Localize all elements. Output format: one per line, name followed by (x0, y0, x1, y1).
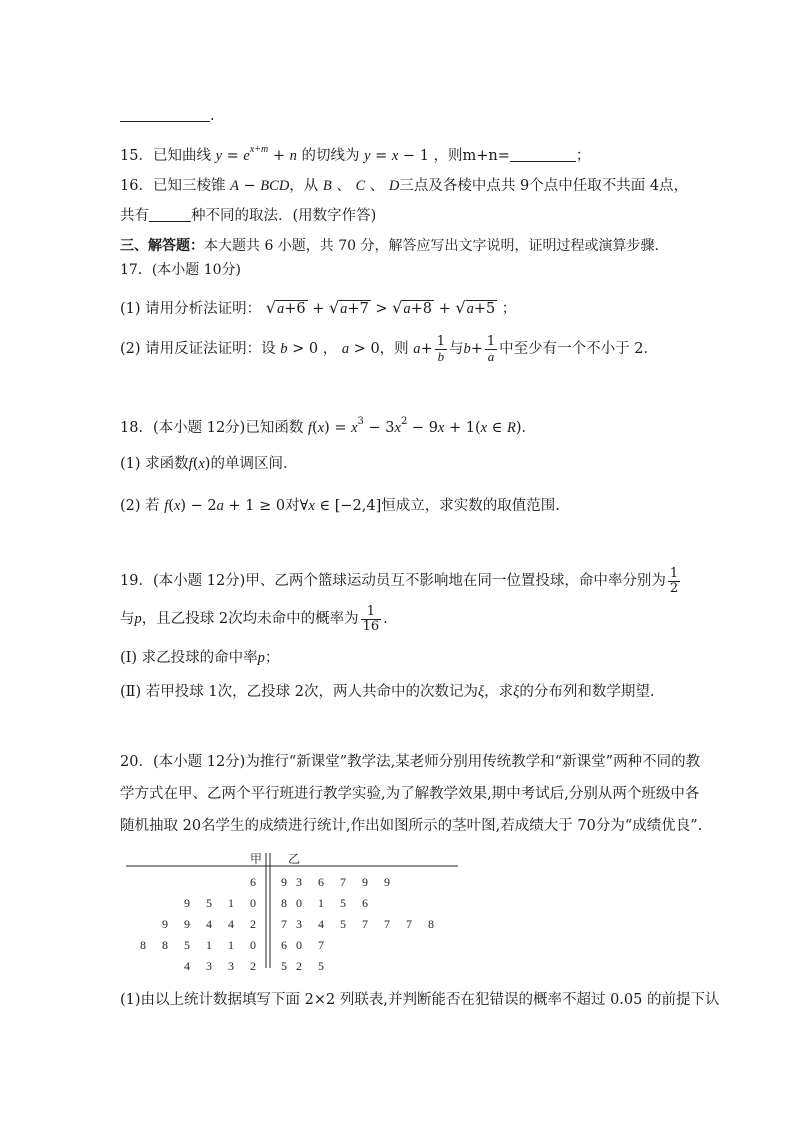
q18-part1-b: 的单调区间． (210, 456, 298, 472)
q19-part2-c: 的分布列和数学期望. (519, 684, 655, 700)
leaf-left: 6 (250, 875, 256, 889)
question-16-line2 (120, 206, 376, 226)
q19-part2-a: (Ⅱ) 若甲投球 1次，乙投球 2次，两人共命中的次数记为 (120, 684, 478, 700)
q18-head-text: 18．(本小题 12分)已知函数 (120, 420, 304, 436)
q15-text-c: ，则m+n= (433, 148, 510, 164)
leaf-right: 4 (318, 917, 324, 931)
leaf-right: 5 (340, 896, 346, 910)
leaf-left: 3 (228, 959, 234, 973)
top-answer-blank-line: . (120, 106, 215, 126)
q17-heading: 17．(本小题 10分) (120, 262, 242, 278)
question-15: 15．已知曲线 $y = e^{x+m} + n$ 的切线为 y = x − 1 ，则m+n= ； (120, 144, 591, 164)
q18-part2-c: 恒成立，求实数的取值范围. (381, 498, 560, 514)
leaf-left: 5 (184, 938, 190, 952)
stem-9: 9 (281, 875, 287, 889)
q20-part1: (1)由以上统计数据填写下面 2×2 列联表,并判断能否在犯错误的概率不超过 0.05 的前提下认 (120, 992, 720, 1008)
q19-part2-b: ，求 (484, 684, 514, 700)
leaf-left: 9 (162, 917, 168, 931)
q15-number: 15． (120, 148, 153, 164)
leaf-right: 5 (340, 917, 346, 931)
leaf-left: 4 (206, 917, 212, 931)
leaf-right: 8 (428, 917, 434, 931)
q20-line1: 20．(本小题 12分)为推行“新课堂”教学法,某老师分别用传统教学和“新课堂”两种不同的教 (120, 754, 701, 770)
leaf-right: 7 (362, 917, 368, 931)
q18-part2-b: 对 (285, 498, 300, 514)
leaf-right: 1 (318, 896, 324, 910)
stem-leaf-plot (120, 848, 480, 978)
q16-text-c: 三点及各棱中点共 (399, 178, 516, 194)
q17-part2-label: (2) 请用反证法证明：设 (120, 341, 276, 357)
leaf-left: 0 (250, 938, 256, 952)
q15-end: ； (575, 148, 591, 164)
leaf-left: 8 (140, 938, 146, 952)
leaf-left: 4 (184, 959, 190, 973)
q16-answer-blank (149, 207, 191, 222)
section-3-label: 三、解答题： (120, 238, 204, 254)
leaf-left: 1 (206, 938, 212, 952)
q20-line3: 随机抽取 20名学生的成绩进行统计,作出如图所示的茎叶图,若成绩大于 70分为“成绩优良”. (120, 818, 703, 834)
section-3-heading (120, 236, 659, 256)
q18-part1: (1) 求函数f(x)的单调区间． (120, 456, 298, 472)
section-3-text: 本大题共 6 小题，共 70 分，解答应写出文字说明，证明过程或演算步骤. (204, 238, 659, 254)
leaf-right: 7 (406, 917, 412, 931)
q16-text-a: 16．已知三棱锥 (120, 178, 226, 194)
stem-6: 6 (281, 938, 287, 952)
q19-part2: (Ⅱ) 若甲投球 1次，乙投球 2次，两人共命中的次数记为ξ，求ξ的分布列和数学期望. (120, 684, 655, 700)
q19-part1-b: ； (264, 650, 280, 666)
leaf-right: 6 (362, 896, 368, 910)
leaf-left: 2 (250, 917, 256, 931)
leaf-right: 7 (340, 875, 346, 889)
leaf-left: 2 (250, 959, 256, 973)
stem-5: 5 (281, 959, 287, 973)
q16-text-d: 9 (519, 178, 530, 194)
q17-part2-end: 中至少有一个不小于 2． (499, 341, 658, 357)
q16-text-b: ，从 (289, 178, 319, 194)
q17-part2-and: 与 (448, 341, 464, 357)
q16-line2-a: 共有 (120, 208, 149, 224)
q19-line2-b: ，且乙投球 2次均未命中的概率为 (141, 611, 359, 627)
question-16-line1: 16．已知三棱锥 A − BCD，从 B 、 C 、 D三点及各棱中点共 9个点中任取不共面 4点， (120, 178, 689, 194)
q19-line2-a: 与 (120, 611, 135, 627)
leaf-right: 5 (318, 959, 324, 973)
leaf-left: 5 (206, 896, 212, 910)
stem-leaf-head-left: 甲 (250, 852, 263, 866)
leaf-left: 4 (228, 917, 234, 931)
leaf-right: 7 (318, 938, 324, 952)
leaf-right: 2 (296, 959, 302, 973)
q19-line1-text: 19．(本小题 12分)甲、乙两个篮球运动员互不影响地在同一位置投球，命中率分别为 (120, 573, 666, 589)
q15-text-b: 的切线为 (301, 148, 360, 164)
q16-text-e: 个点中任取不共面 (529, 178, 646, 194)
q20-line2: 学方式在甲、乙两个平行班进行教学实验,为了解教学效果,期中考试后,分别从两个班级中各 (120, 786, 700, 802)
q19-line2: 与p，且乙投球 2次均未命中的概率为 $\frac{1}{16}$ . (120, 603, 388, 634)
leaf-right: 9 (362, 875, 368, 889)
q18-part1-a: (1) 求函数 (120, 456, 189, 472)
leaf-right: 0 (296, 896, 302, 910)
stem-leaf-head-right: 乙 (288, 852, 301, 866)
q16-text-f: 4 (649, 178, 660, 194)
stem-7: 7 (281, 917, 287, 931)
leaf-right: 3 (296, 917, 302, 931)
leaf-right: 3 (296, 875, 302, 889)
q19-part1: (Ⅰ) 求乙投球的命中率p； (120, 650, 280, 666)
leaf-right: 6 (318, 875, 324, 889)
leaf-left: 3 (206, 959, 212, 973)
leaf-left: 9 (184, 917, 190, 931)
leaf-left: 0 (250, 896, 256, 910)
leaf-right: 0 (296, 938, 302, 952)
leaf-left: 9 (184, 896, 190, 910)
leaf-left: 8 (162, 938, 168, 952)
q17-part1: (1) 请用分析法证明： √a+6 + √a+7 > √a+8 + √a+5 ； (120, 298, 517, 317)
q18-heading: 18．(本小题 12分)已知函数 $f(x) = x^3 - 3x^2 - 9x + 1(x$ ∈ R)． (120, 416, 537, 436)
leaf-left: 1 (228, 896, 234, 910)
q18-part2-a: (2) 若 (120, 498, 160, 514)
q19-part1-a: (Ⅰ) 求乙投球的命中率 (120, 650, 258, 666)
leaf-right: 7 (384, 917, 390, 931)
q17-part2-mid: ，则 (379, 341, 409, 357)
q18-part2: (2) 若 f(x) − 2a + 1 ≥ 0对∀x ∈ [−2,4]恒成立，求实数的取值范围. (120, 498, 560, 514)
stem-8: 8 (281, 896, 287, 910)
q17-part1-label: (1) 请用分析法证明： (120, 301, 262, 317)
q16-text-g: 点， (659, 178, 689, 194)
q19-line1: 19．(本小题 12分)甲、乙两个篮球运动员互不影响地在同一位置投球，命中率分别为 $\frac{1}{2}$ (120, 565, 679, 596)
q15-text-a: 已知曲线 (152, 148, 211, 164)
leaf-left: 1 (228, 938, 234, 952)
leaf-right: 9 (384, 875, 390, 889)
q15-answer-blank (510, 147, 576, 162)
q17-part2: (2) 请用反证法证明：设 b > 0 ， a > 0，则 a+ $\frac{1}{b}$ 与b+ $\frac{1}{a}$ 中至少有一个不小于 2． (120, 333, 658, 364)
q16-line2-b: 种不同的取法．(用数字作答) (191, 208, 377, 224)
